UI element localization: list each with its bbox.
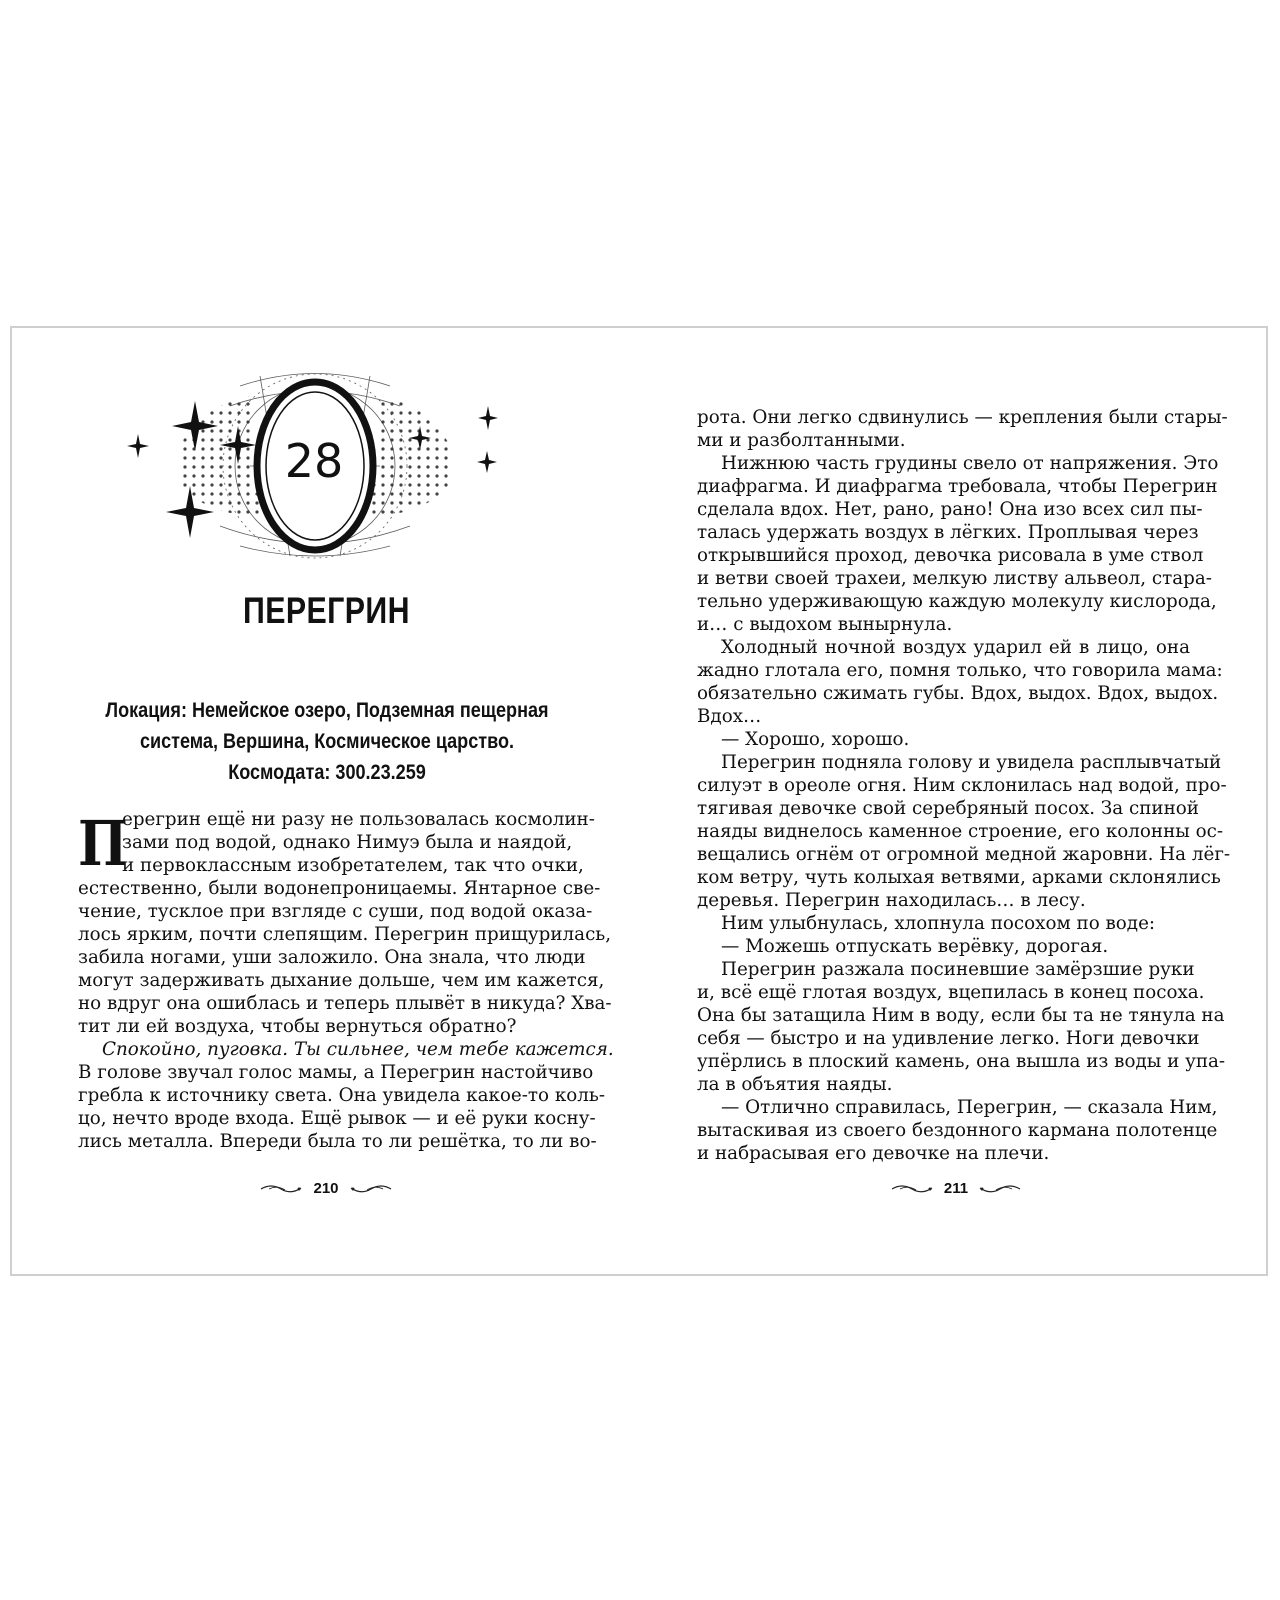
left-body-text — [78, 807, 614, 1153]
text-line: вытаскивая из своего бездонного кармана полотенце — [697, 1120, 1218, 1141]
location-line: Локация: Немейское озеро, Подземная пещерная — [105, 699, 549, 722]
text-line: и… с выдохом вынырнула. — [697, 614, 953, 635]
text-line: могут задерживать дыхание дольше, чем им кажется, — [78, 970, 605, 991]
text-line: талась удержать воздух в лёгких. Проплывая через — [697, 522, 1199, 543]
ornament-right-icon — [978, 1182, 1022, 1196]
text-line: но вдруг она ошиблась и теперь плывёт в никуда? Хва- — [78, 993, 612, 1014]
location-line: система, Вершина, Космическое царство. — [139, 730, 515, 753]
text-line: зами под водой, однако Нимуэ была и наядой, — [122, 832, 573, 853]
page-number-footer — [226, 1180, 426, 1198]
text-line: силуэт в ореоле огня. Ним склонилась над водой, про- — [697, 775, 1227, 796]
paragraph — [78, 807, 612, 1038]
text-line: — Можешь отпускать верёвку, дорогая. — [721, 936, 1109, 957]
text-line: Она бы затащила Ним в воду, если бы та не тянула на — [697, 1005, 1225, 1026]
text-line: гребла к источнику света. Она увидела какое-то коль- — [78, 1085, 606, 1106]
location-block — [52, 695, 602, 788]
ornament-left-icon — [259, 1182, 303, 1196]
text-line: и ветви своей трахеи, мелкую листву альвеол, стара- — [697, 568, 1212, 589]
text-line: eрегрин ещё ни разу не пользовалась космолин- — [122, 809, 595, 830]
text-line: цо, нечто вроде входа. Ещё рывок — и её руки косну- — [78, 1108, 596, 1129]
text-line: забила ногами, уши заложило. Она знала, что люди — [78, 947, 586, 968]
text-line: и первоклассным изобретателем, так что очки, — [122, 855, 584, 876]
right-page — [641, 328, 1270, 1274]
paragraph — [78, 1038, 614, 1153]
text-line: себя — быстро и на удивление легко. Ноги девочки — [697, 1028, 1200, 1049]
text-line: тит ли ей воздуха, чтобы вернуться обратно? — [78, 1016, 517, 1037]
text-line: чение, тусклое при взгляде с суши, под водой оказа- — [78, 901, 593, 922]
text-line: упёрлись в плоский камень, она вышла из воды и упа- — [697, 1051, 1226, 1072]
text-line: Вдох… — [697, 706, 762, 727]
text-line: ми и разболтанными. — [697, 430, 906, 451]
text-line: тягивая девочке свой серебряный посох. За спиной — [697, 798, 1199, 819]
drop-cap: П — [78, 807, 128, 880]
text-line: и набрасывая его девочке на плечи. — [697, 1143, 1050, 1164]
text-line: Ним улыбнулась, хлопнула посохом по воде: — [721, 913, 1156, 934]
text-line: диафрагма. И диафрагма требовала, чтобы Перегрин — [697, 476, 1218, 497]
text-line: Перегрин разжала посиневшие замёрзшие руки — [721, 959, 1195, 980]
text-line: лись металла. Впереди была то ли решётка, то ли во- — [78, 1131, 597, 1152]
text-line: ла в объятия наяды. — [697, 1074, 893, 1095]
text-line: лось ярким, почти слепящим. Перегрин прищурилась, — [78, 924, 612, 945]
text-line: наяды виднелось каменное строение, его колонны ос- — [697, 821, 1224, 842]
text-line: обязательно сжимать губы. Вдох, выдох. Вдох, выдох. — [697, 683, 1219, 704]
text-line: — Отлично справилась, Перегрин, — сказала Ним, — [721, 1097, 1218, 1118]
text-line: открывшийся проход, девочка рисовала в уме ствол — [697, 545, 1204, 566]
ornament-right-icon — [349, 1182, 393, 1196]
text-line: деревья. Перегрин находилась… в лесу. — [697, 890, 1086, 911]
ornament-left-icon — [890, 1182, 934, 1196]
text-line: ком ветру, чуть колыхая ветвями, арками склонялись — [697, 867, 1221, 888]
text-line: вещались огнём от огромной медной жаровни. На лёг- — [697, 844, 1231, 865]
text-line: рота. Они легко сдвинулись — крепления были стары- — [697, 407, 1228, 428]
italic-thought: Спокойно, пуговка. Ты сильнее, чем тебе кажется. — [102, 1039, 614, 1060]
left-page — [12, 328, 641, 1274]
book-spread — [10, 326, 1268, 1276]
location-line: Космодата: 300.23.259 — [228, 761, 426, 784]
chapter-number: 28 — [284, 434, 344, 488]
text-line: сделала вдох. Нет, рано, рано! Она изо всех сил пы- — [697, 499, 1203, 520]
chapter-title: ПЕРЕГРИН — [243, 590, 410, 631]
text-line: естественно, были водонепроницаемы. Янтарное све- — [78, 878, 601, 899]
text-line: Холодный ночной воздух ударил ей в лицо, она — [721, 637, 1190, 658]
page-number-footer — [856, 1180, 1056, 1198]
text-line: — Хорошо, хорошо. — [721, 729, 910, 750]
text-line: жадно глотала его, помня только, что говорила мама: — [697, 660, 1223, 681]
text-line: В голове звучал голос мамы, а Перегрин настойчиво — [78, 1062, 594, 1083]
text-line: тельно удерживающую каждую молекулу кислорода, — [697, 591, 1217, 612]
right-body-text — [697, 406, 1231, 1165]
text-line: Нижнюю часть грудины свело от напряжения. Это — [721, 453, 1219, 474]
text-line: Перегрин подняла голову и увидела расплывчатый — [721, 752, 1222, 773]
text-line: и, всё ещё глотая воздух, вцепилась в конец посоха. — [697, 982, 1205, 1003]
page-number: 211 — [943, 1180, 969, 1198]
page-number: 210 — [313, 1180, 339, 1198]
